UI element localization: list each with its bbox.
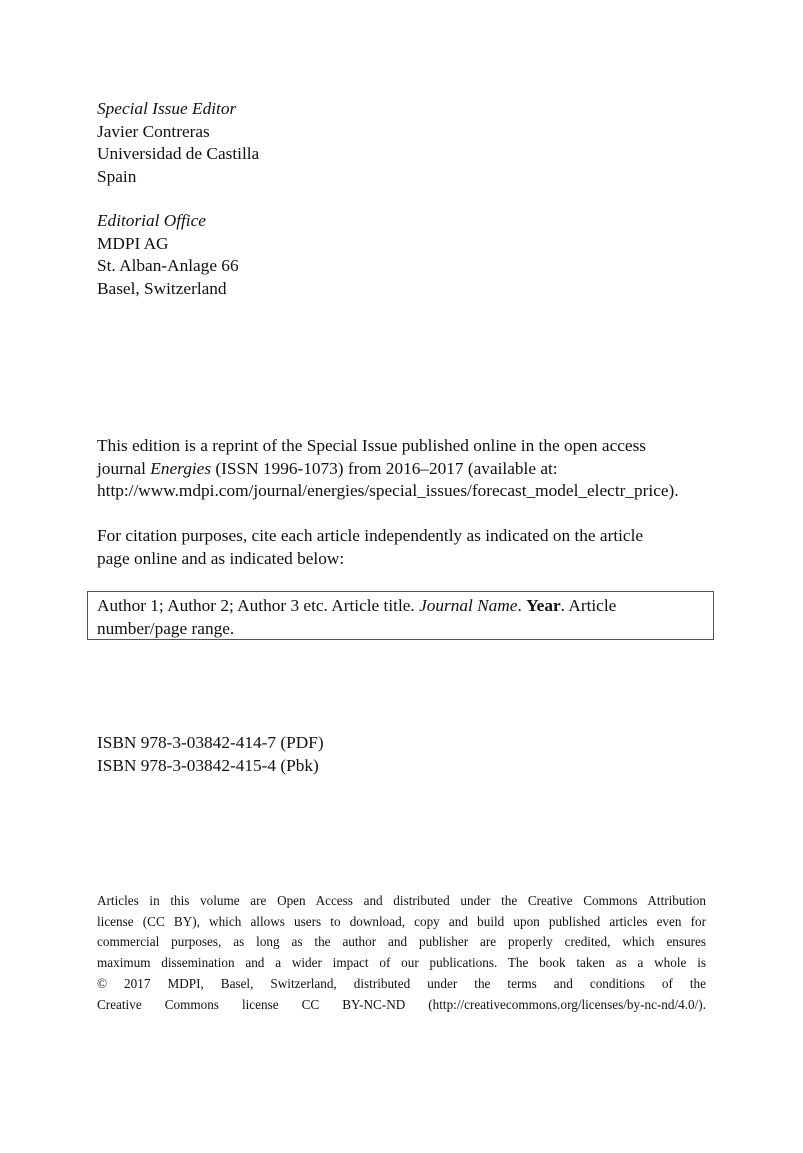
- citation-authors-title: Author 1; Author 2; Author 3 etc. Article title.: [97, 596, 420, 615]
- isbn-block: [97, 732, 324, 777]
- license-line-2: license (CC BY), which allows users to download, copy and build upon published articles even for: [97, 913, 706, 929]
- isbn-pdf: ISBN 978-3-03842-414-7 (PDF): [97, 733, 324, 752]
- special-issue-editor-block: [97, 98, 259, 188]
- reprint-line-2: [97, 458, 679, 481]
- license-line-1: Articles in this volume are Open Access and distributed under the Creative Commons Attribution: [97, 893, 706, 908]
- citation-format-line-1: [97, 595, 704, 618]
- editor-name: Javier Contreras: [97, 121, 210, 141]
- reprint-notice: [97, 435, 679, 503]
- citation-format-box: [87, 591, 714, 640]
- reprint-line-1: This edition is a reprint of the Special Issue published online in the open access: [97, 436, 647, 455]
- office-city: Basel, Switzerland: [97, 278, 227, 298]
- citation-article: . Article: [560, 596, 617, 615]
- reprint-line-2-post: (ISSN 1996-1073) from 2016–2017 (available at:: [211, 458, 558, 478]
- office-heading: Editorial Office: [97, 211, 206, 230]
- license-line-5: © 2017 MDPI, Basel, Switzerland, distributed under the terms and conditions of the: [97, 975, 706, 991]
- license-notice: [97, 891, 706, 1015]
- citation-format-line-2: number/page range.: [97, 618, 235, 638]
- citation-instructions: [97, 525, 643, 570]
- license-line-3: commercial purposes, as long as the author and publisher are properly credited, which ensures: [97, 934, 706, 950]
- reprint-line-2-pre: journal: [97, 458, 151, 478]
- office-name: MDPI AG: [97, 233, 169, 253]
- citation-intro-line-2: page online and as indicated below:: [97, 548, 345, 568]
- editorial-office-block: [97, 210, 239, 300]
- citation-intro-line-1: For citation purposes, cite each article independently as indicated on the article: [97, 526, 644, 545]
- isbn-pbk: ISBN 978-3-03842-415-4 (Pbk): [97, 755, 319, 775]
- license-line-4: maximum dissemination and a wider impact of our publications. The book taken as a whole is: [97, 955, 706, 971]
- license-line-6: Creative Commons license CC BY-NC-ND (http://creativecommons.org/licenses/by-nc-nd/4.0/).: [97, 996, 706, 1012]
- citation-journal-name: Journal Name: [419, 596, 518, 615]
- journal-name: Energies: [150, 458, 212, 478]
- citation-year: Year: [526, 596, 561, 615]
- special-issue-url: http://www.mdpi.com/journal/energies/special_issues/forecast_model_electr_price).: [97, 481, 679, 500]
- citation-sep: .: [517, 596, 527, 615]
- editor-institution: Universidad de Castilla: [97, 144, 260, 163]
- editor-heading: Special Issue Editor: [97, 99, 237, 118]
- office-street: St. Alban-Anlage 66: [97, 256, 239, 275]
- editor-country: Spain: [97, 166, 137, 186]
